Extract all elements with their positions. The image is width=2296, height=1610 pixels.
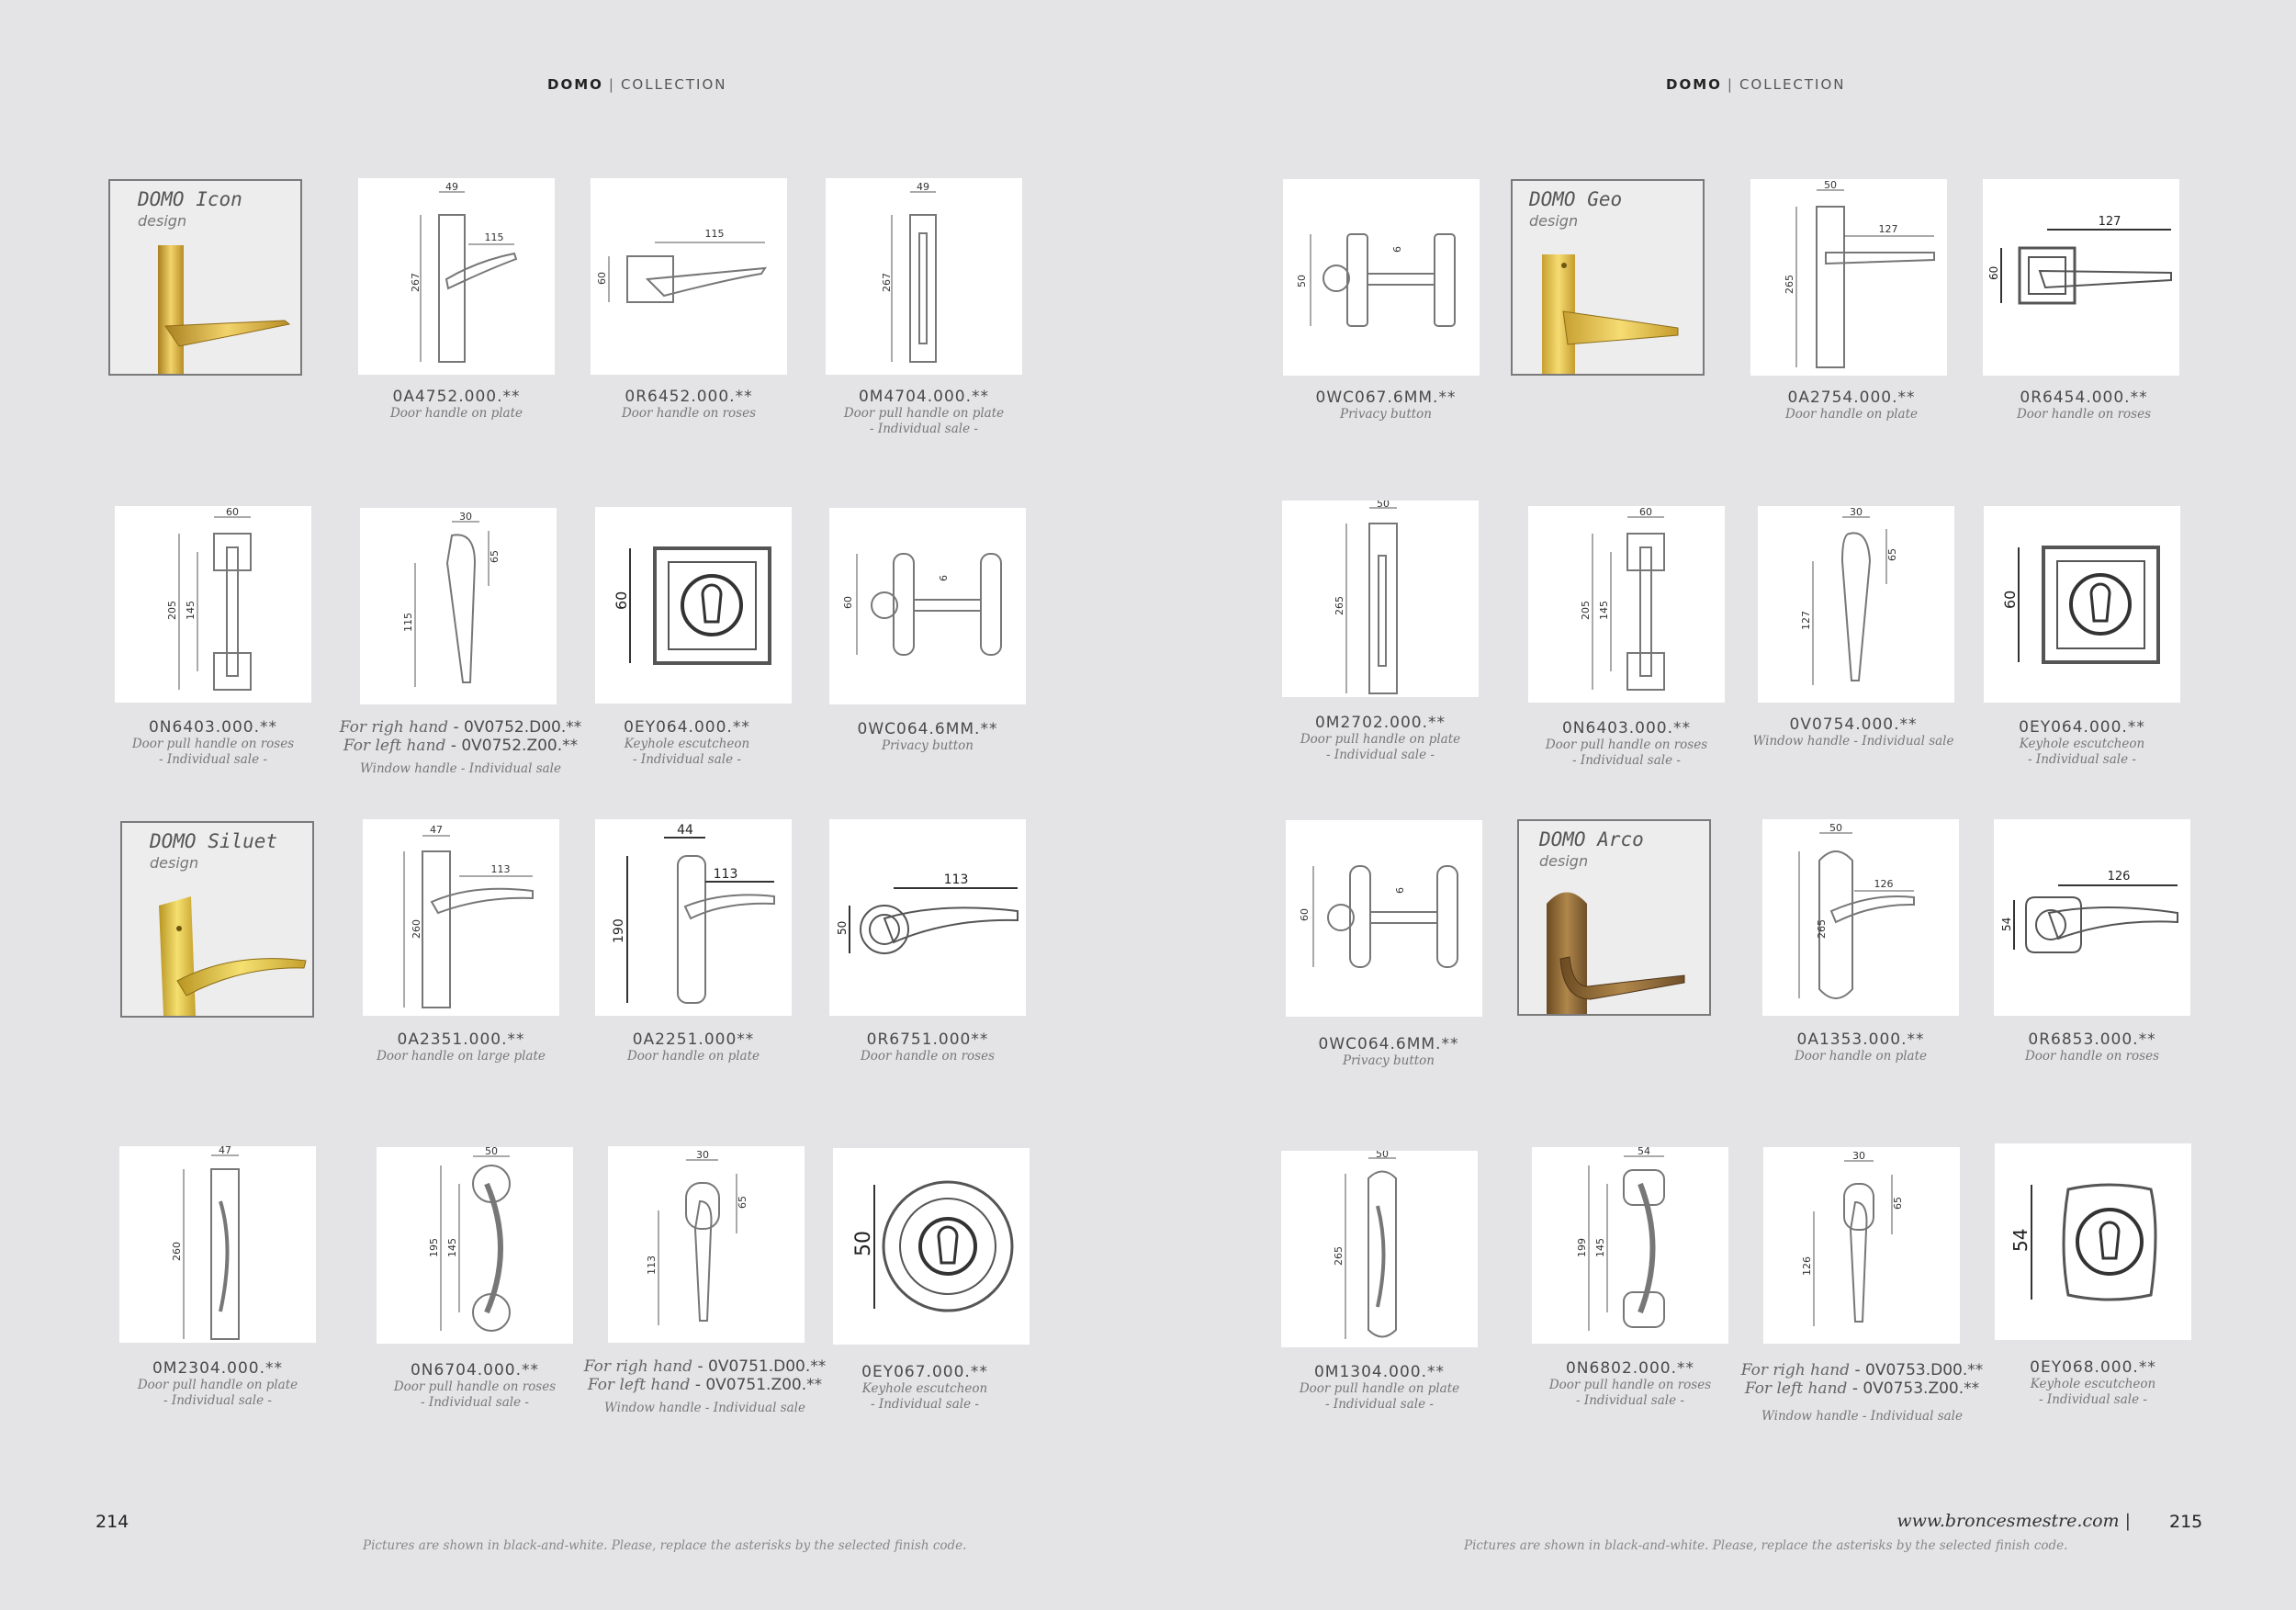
dim-label: 267 <box>881 273 893 292</box>
dim-label: 60 <box>1987 265 2000 280</box>
dim-label: 113 <box>713 867 738 882</box>
dim-label: 49 <box>445 181 458 193</box>
product-description: Door pull handle on roses <box>1545 737 1708 752</box>
product-description: Door handle on roses <box>2016 407 2152 422</box>
header-separator: | <box>1727 76 1734 93</box>
product-caption <box>1728 388 1975 422</box>
product-description: - Individual sale - <box>2028 752 2136 767</box>
product-caption <box>1255 1363 1503 1413</box>
header-separator: | <box>608 76 615 93</box>
product-description: - Individual sale - <box>421 1395 529 1410</box>
product-description: Door handle on roses <box>2024 1049 2160 1064</box>
product-code: 0R6454.000.** <box>2020 388 2148 407</box>
product-description: Window handle - Individual sale <box>1761 1409 1963 1424</box>
product-description: Keyhole escutcheon <box>2019 737 2145 751</box>
product-description: Door pull handle on plate <box>843 406 1005 421</box>
dim-label: 126 <box>1874 878 1894 890</box>
product-caption <box>565 388 813 422</box>
drawing-pull-on-roses <box>1528 506 1725 703</box>
product-caption <box>1506 1359 1754 1409</box>
drawing-lever-on-large-plate <box>363 819 559 1016</box>
product-caption <box>1262 388 1510 422</box>
dim-label: 65 <box>737 1196 748 1209</box>
dim-label: 260 <box>411 919 422 939</box>
product-code: 0A1353.000.** <box>1796 1030 1925 1049</box>
dim-label: 50 <box>1824 179 1837 191</box>
dim-label: 65 <box>489 550 501 563</box>
drawing-lever-on-plate <box>1750 179 1947 376</box>
dim-label: 60 <box>1299 908 1311 921</box>
product-description: - Individual sale - <box>633 752 741 767</box>
design-name: DOMO Geo <box>1529 188 1623 210</box>
product-description: - Individual sale - <box>1572 753 1681 768</box>
product-caption <box>801 1363 1049 1413</box>
product-code: 0A2754.000.** <box>1787 388 1916 407</box>
page-number: 214 <box>96 1512 129 1532</box>
dim-label: 6 <box>938 575 950 581</box>
drawing-window-handle <box>1763 1147 1960 1344</box>
dim-label: 50 <box>852 1231 875 1256</box>
dim-label: 47 <box>219 1146 231 1156</box>
dim-label: 30 <box>1850 506 1863 518</box>
header-section: COLLECTION <box>1739 76 1846 93</box>
product-description: - Individual sale - <box>871 1397 979 1412</box>
drawing-lever-on-rose <box>591 178 787 375</box>
product-caption <box>94 1359 342 1409</box>
dim-label: 205 <box>1580 601 1592 620</box>
dim-label: 127 <box>1800 611 1812 630</box>
design-label: design <box>1529 212 1579 230</box>
dim-label: 30 <box>459 511 472 523</box>
dim-label: 6 <box>1391 246 1403 253</box>
dim-label: 195 <box>428 1238 440 1257</box>
product-code: 0WC064.6MM.** <box>857 720 998 738</box>
design-name: DOMO Icon <box>138 188 242 210</box>
product-code: 0N6403.000.** <box>1561 719 1692 737</box>
drawing-privacy-button <box>829 508 1026 704</box>
product-code: 0A2251.000** <box>632 1030 755 1049</box>
dim-label: 50 <box>1829 822 1842 834</box>
product-description: Door pull handle on plate <box>1299 1381 1460 1396</box>
header-section: COLLECTION <box>620 76 727 93</box>
product-description: Door handle on plate <box>389 406 523 421</box>
product-description: Door handle on large plate <box>377 1049 546 1064</box>
product-photo <box>1519 876 1709 1014</box>
dim-label: 127 <box>2098 215 2122 229</box>
design-label: design <box>138 212 187 230</box>
product-code: 0EY067.000.** <box>861 1363 988 1381</box>
dim-label: 54 <box>2000 917 2013 931</box>
drawing-pull-on-plate <box>1281 1151 1478 1347</box>
product-caption <box>1729 715 1977 749</box>
product-code: 0R6452.000.** <box>625 388 753 406</box>
design-name: DOMO Siluet <box>150 830 278 852</box>
product-caption <box>89 718 337 768</box>
drawing-lever-on-rose <box>829 819 1026 1016</box>
drawing-keyhole-escutcheon <box>595 507 792 704</box>
product-code: - 0V0753.D00.** <box>1854 1361 1984 1379</box>
dim-label: 199 <box>1576 1238 1588 1257</box>
drawing-window-handle <box>360 508 557 704</box>
product-code: 0M2304.000.** <box>152 1359 283 1378</box>
dim-label: 145 <box>446 1238 458 1257</box>
product-caption <box>337 1030 585 1064</box>
drawing-lever-on-rose <box>1994 819 2190 1016</box>
dim-label: 145 <box>1598 601 1610 620</box>
dim-label: 126 <box>1801 1256 1813 1276</box>
product-caption <box>1265 1035 1513 1069</box>
product-code: 0N6802.000.** <box>1565 1359 1695 1378</box>
product-photo <box>122 878 312 1016</box>
dim-label: 50 <box>836 920 849 935</box>
product-code: 0M2702.000.** <box>1314 714 1446 732</box>
product-caption <box>804 1030 1052 1064</box>
dim-label: 127 <box>1878 223 1898 235</box>
drawing-privacy-button <box>1286 820 1482 1017</box>
drawing-pull-on-plate <box>1282 501 1479 697</box>
drawing-lever-on-rose <box>1983 179 2179 376</box>
design-label: design <box>150 854 199 872</box>
dim-label: 60 <box>613 591 630 610</box>
design-box-domo-siluet <box>120 821 314 1018</box>
dim-label: 126 <box>2107 870 2131 884</box>
product-code: 0WC064.6MM.** <box>1318 1035 1459 1053</box>
dim-label: 49 <box>917 181 929 193</box>
product-caption <box>800 388 1048 437</box>
product-caption <box>569 1030 817 1064</box>
dim-label: 6 <box>1394 887 1406 894</box>
product-caption <box>334 718 587 776</box>
product-description: Door handle on roses <box>860 1049 996 1064</box>
dim-label: 54 <box>2009 1228 2032 1252</box>
drawing-keyhole-escutcheon <box>833 1148 1030 1345</box>
product-code: - 0V0752.D00.** <box>453 718 582 737</box>
product-description: Keyhole escutcheon <box>861 1381 988 1396</box>
dim-label: 50 <box>1376 1151 1389 1160</box>
dim-label: 145 <box>185 601 197 620</box>
page-number: 215 <box>2169 1512 2203 1532</box>
product-caption <box>332 388 580 422</box>
dim-label: 60 <box>842 596 854 609</box>
dim-label: 267 <box>410 273 422 292</box>
dim-label: 54 <box>1638 1147 1650 1157</box>
hand-label: For left hand <box>343 737 446 755</box>
dim-label: 113 <box>490 863 511 875</box>
dim-label: 30 <box>1852 1150 1865 1162</box>
drawing-pull-on-plate <box>826 178 1022 375</box>
left-page-header <box>547 76 727 93</box>
design-label: design <box>1539 852 1589 870</box>
dim-label: 265 <box>1816 919 1828 939</box>
hand-label: For left hand <box>1744 1379 1848 1398</box>
design-box-domo-icon <box>108 179 302 376</box>
dim-label: 30 <box>696 1149 709 1161</box>
dim-label: 260 <box>171 1242 183 1261</box>
product-description: Door pull handle on roses <box>131 737 295 751</box>
product-code: 0N6704.000.** <box>410 1361 540 1379</box>
drawing-keyhole-escutcheon <box>1984 506 2180 703</box>
product-caption <box>1736 1361 1988 1424</box>
dim-label: 113 <box>943 873 969 887</box>
dim-label: 190 <box>612 918 626 943</box>
hand-label: For righ hand <box>1740 1361 1851 1379</box>
drawing-pull-on-roses <box>1532 1147 1728 1344</box>
dim-label: 50 <box>485 1147 498 1157</box>
product-caption <box>1960 388 2208 422</box>
product-caption <box>579 1357 831 1415</box>
product-caption <box>1969 1358 2217 1408</box>
product-description: Door handle on plate <box>1784 407 1919 422</box>
dim-label: 50 <box>1377 501 1390 510</box>
product-code: - 0V0753.Z00.** <box>1851 1379 1980 1398</box>
product-description: Door handle on plate <box>626 1049 760 1064</box>
right-page-header <box>1666 76 1846 93</box>
product-description: Door pull handle on plate <box>1300 732 1461 747</box>
product-description: Privacy button <box>881 738 974 753</box>
product-code: 0EY064.000.** <box>2019 718 2145 737</box>
product-code: 0R6853.000.** <box>2028 1030 2156 1049</box>
product-description: - Individual sale - <box>2039 1392 2147 1407</box>
product-description: Privacy button <box>1342 1053 1435 1068</box>
drawing-privacy-button <box>1283 179 1480 376</box>
dim-label: 60 <box>2001 590 2019 609</box>
product-code: - 0V0751.Z00.** <box>694 1376 823 1394</box>
dim-label: 60 <box>596 272 608 285</box>
product-code: 0R6751.000** <box>866 1030 989 1049</box>
product-description: - Individual sale - <box>1325 1397 1434 1412</box>
drawing-window-handle <box>608 1146 805 1343</box>
dim-label: 265 <box>1784 275 1795 294</box>
design-box-domo-geo <box>1511 179 1705 376</box>
dim-label: 60 <box>1639 506 1652 518</box>
hand-label: For righ hand <box>339 718 449 737</box>
dim-label: 265 <box>1334 596 1345 615</box>
hand-label: For left hand <box>587 1376 691 1394</box>
product-code: 0N6403.000.** <box>148 718 278 737</box>
product-description: Keyhole escutcheon <box>624 737 750 751</box>
product-description: - Individual sale - <box>163 1393 272 1408</box>
product-caption <box>563 718 811 768</box>
product-caption <box>351 1361 599 1411</box>
header-brand: DOMO <box>547 76 603 93</box>
design-name: DOMO Arco <box>1539 828 1644 850</box>
product-description: Window handle - Individual sale <box>359 761 561 776</box>
drawing-pull-on-roses <box>115 506 311 703</box>
dim-label: 65 <box>1886 548 1898 561</box>
product-description: - Individual sale - <box>1576 1393 1684 1408</box>
product-description: Window handle - Individual sale <box>603 1401 805 1415</box>
dim-label: 113 <box>646 1255 658 1275</box>
dim-label: 115 <box>402 613 414 632</box>
drawing-pull-on-plate <box>119 1146 316 1343</box>
product-code: 0WC067.6MM.** <box>1315 388 1457 407</box>
product-code: - 0V0752.Z00.** <box>450 737 579 755</box>
footer-note: Pictures are shown in black-and-white. Please, replace the asterisks by the selected finish code. <box>1464 1538 2068 1553</box>
product-code: 0V0754.000.** <box>1789 715 1918 734</box>
product-photo <box>110 236 300 374</box>
drawing-lever-on-plate <box>358 178 555 375</box>
product-code: 0A4752.000.** <box>392 388 521 406</box>
dim-label: 205 <box>166 601 178 620</box>
product-code: - 0V0751.D00.** <box>697 1357 827 1376</box>
dim-label: 47 <box>430 824 443 836</box>
dim-label: 115 <box>484 231 504 243</box>
product-caption <box>1968 1030 2216 1064</box>
drawing-lever-on-plate <box>595 819 792 1016</box>
product-description: Door handle on plate <box>1794 1049 1928 1064</box>
product-code: 0EY068.000.** <box>2030 1358 2156 1377</box>
product-caption <box>804 720 1052 754</box>
product-caption <box>1737 1030 1985 1064</box>
dim-label: 115 <box>704 228 725 240</box>
product-description: - Individual sale - <box>159 752 267 767</box>
product-description: Door pull handle on roses <box>393 1379 557 1394</box>
product-description: Keyhole escutcheon <box>2030 1377 2156 1391</box>
dim-label: 145 <box>1594 1238 1606 1257</box>
hand-label: For righ hand <box>583 1357 693 1376</box>
product-description: - Individual sale - <box>870 422 978 436</box>
product-code: 0A2351.000.** <box>397 1030 525 1049</box>
product-caption <box>1256 714 1504 763</box>
drawing-lever-on-plate <box>1762 819 1959 1016</box>
product-code: 0M1304.000.** <box>1313 1363 1445 1381</box>
dim-label: 50 <box>1296 275 1308 287</box>
product-caption <box>1503 719 1750 769</box>
product-description: Window handle - Individual sale <box>1752 734 1954 749</box>
drawing-keyhole-escutcheon <box>1995 1143 2191 1340</box>
dim-label: 265 <box>1333 1246 1345 1266</box>
product-description: Privacy button <box>1339 407 1433 422</box>
dim-label: 44 <box>677 823 693 838</box>
dim-label: 65 <box>1892 1197 1904 1210</box>
product-description: Door handle on roses <box>621 406 757 421</box>
product-photo <box>1513 236 1703 374</box>
header-brand: DOMO <box>1666 76 1722 93</box>
product-description: - Individual sale - <box>1326 748 1435 762</box>
website-url[interactable]: www.broncesmestre.com | <box>1896 1511 2131 1531</box>
product-description: Door pull handle on plate <box>137 1378 298 1392</box>
product-description: Door pull handle on roses <box>1548 1378 1712 1392</box>
design-box-domo-arco <box>1517 819 1711 1016</box>
product-caption <box>1958 718 2206 768</box>
dim-label: 60 <box>226 506 239 518</box>
product-code: 0EY064.000.** <box>624 718 750 737</box>
footer-note: Pictures are shown in black-and-white. Please, replace the asterisks by the selected finish code. <box>363 1538 967 1553</box>
product-code: 0M4704.000.** <box>858 388 989 406</box>
drawing-pull-on-roses <box>377 1147 573 1344</box>
drawing-window-handle <box>1758 506 1954 703</box>
